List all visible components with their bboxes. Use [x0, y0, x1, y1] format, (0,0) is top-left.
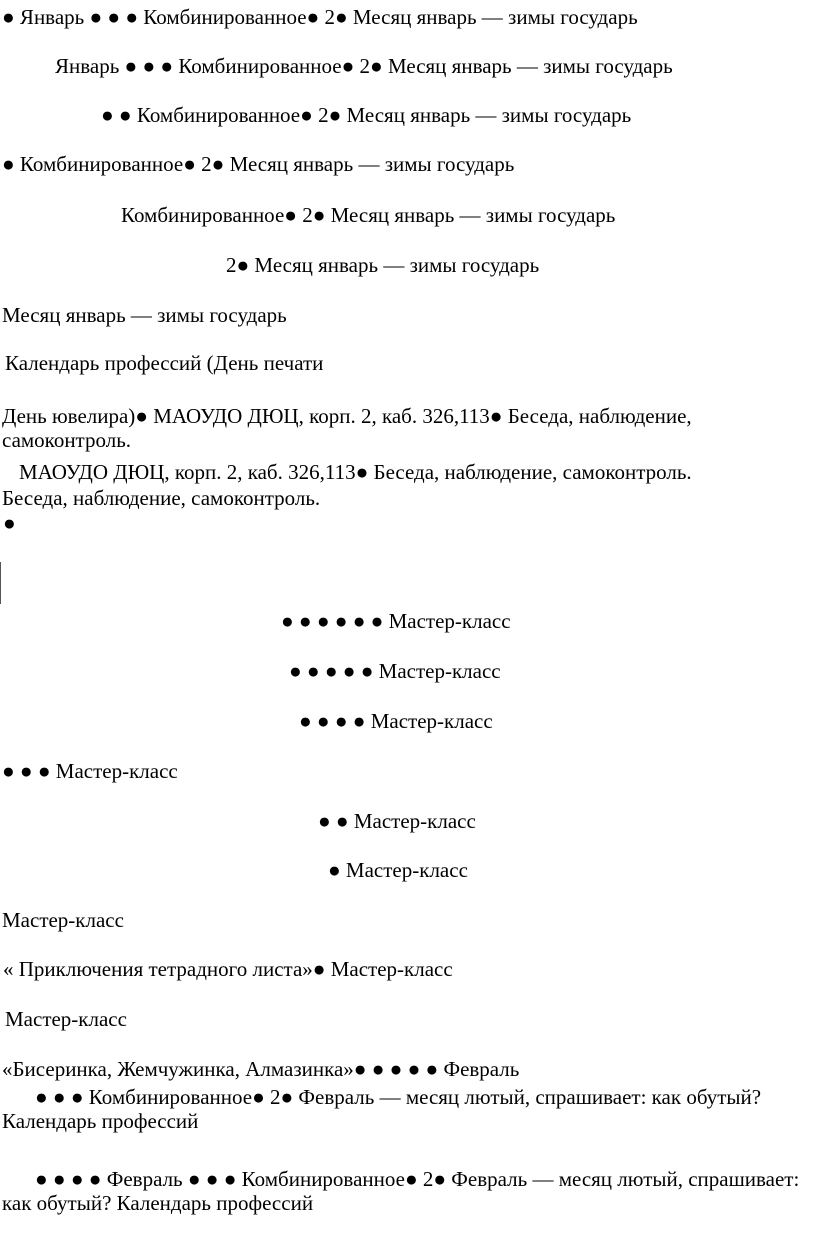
text-line-7: Месяц январь — зимы государь — [2, 303, 287, 327]
text-line-18: ● Мастер-класс — [328, 858, 468, 882]
text-line-2: Январь ● ● ● Комбинированное● 2● Месяц январь — зимы государь — [55, 54, 673, 78]
text-line-17: ● ● Мастер-класс — [318, 809, 476, 833]
text-line-14: ● ● ● ● ● Мастер-класс — [289, 659, 501, 683]
text-line-23: ● ● ● Комбинированное● 2● Февраль — месяц лютый, спрашивает: как обутый? Календарь профессий — [2, 1085, 762, 1133]
text-line-12: ● — [3, 511, 16, 535]
text-line-21: Мастер-класс — [5, 1007, 127, 1031]
text-line-4: ● Комбинированное● 2● Месяц январь — зимы государь — [2, 152, 515, 176]
text-line-20: « Приключения тетрадного листа»● Мастер-класс — [3, 957, 453, 981]
text-line-6: 2● Месяц январь — зимы государь — [226, 253, 540, 277]
text-line-1: ● Январь ● ● ● Комбинированное● 2● Месяц январь — зимы государь — [2, 5, 638, 29]
text-line-3: ● ● Комбинированное● 2● Месяц январь — зимы государь — [101, 103, 632, 127]
vertical-divider — [0, 562, 1, 604]
text-line-8: Календарь профессий (День печати — [5, 351, 324, 375]
text-line-22: «Бисеринка, Жемчужинка, Алмазинка»● ● ● ● ● Февраль — [2, 1057, 520, 1081]
text-line-10: МАОУДО ДЮЦ, корп. 2, каб. 326,113● Беседа, наблюдение, самоконтроль. — [19, 460, 692, 484]
text-line-11: Беседа, наблюдение, самоконтроль. — [2, 486, 321, 510]
text-line-16: ● ● ● Мастер-класс — [2, 759, 178, 783]
text-line-15: ● ● ● ● Мастер-класс — [299, 709, 493, 733]
text-line-13: ● ● ● ● ● ● Мастер-класс — [281, 609, 511, 633]
text-line-5: Комбинированное● 2● Месяц январь — зимы государь — [121, 203, 616, 227]
text-line-24: ● ● ● ● Февраль ● ● ● Комбинированное● 2● Февраль — месяц лютый, спрашивает: как обутый? Календарь профессий — [2, 1167, 800, 1215]
text-line-9: День ювелира)● МАОУДО ДЮЦ, корп. 2, каб. 326,113● Беседа, наблюдение, самоконтроль. — [2, 404, 692, 452]
text-line-19: Мастер-класс — [2, 908, 124, 932]
